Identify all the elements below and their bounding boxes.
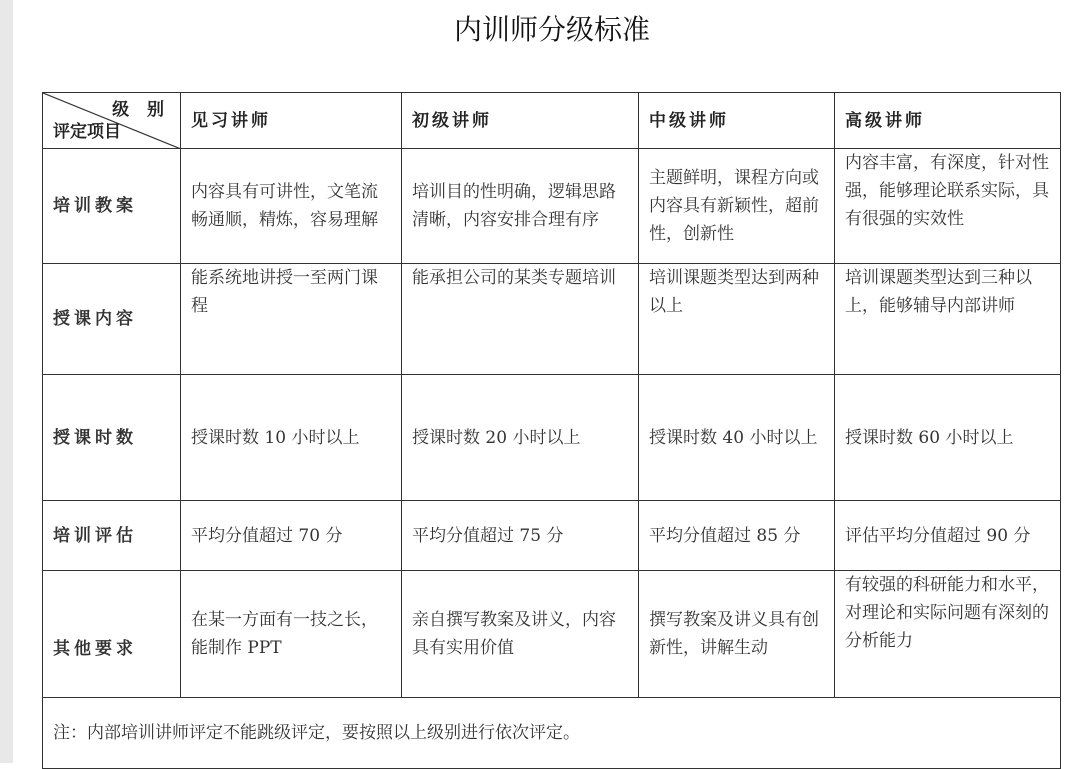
table-row	[43, 149, 1061, 264]
table-cell: 授课时数 40 小时以上	[639, 375, 835, 501]
table-cell: 能承担公司的某类专题培训	[402, 264, 639, 375]
table-cell: 培训目的性明确，逻辑思路清晰，内容安排合理有序	[402, 149, 639, 264]
table-row	[43, 571, 1061, 698]
page-title: 内训师分级标准	[453, 13, 650, 46]
table-row	[43, 264, 1061, 375]
table-cell: 内容具有可讲性，文笔流畅通顺，精炼，容易理解	[181, 149, 402, 264]
table-cell: 能系统地讲授一至两门课程	[181, 264, 402, 375]
table-cell: 培训课题类型达到两种以上	[639, 264, 835, 375]
row-label: 授课时数	[43, 375, 181, 501]
level-header-intermediate: 中级讲师	[639, 93, 835, 149]
table-row	[43, 501, 1061, 571]
level-header-senior: 高级讲师	[835, 93, 1061, 149]
row-label: 其他要求	[43, 571, 181, 698]
row-label: 培训教案	[43, 149, 181, 264]
row-label: 授课内容	[43, 264, 181, 375]
table-cell: 平均分值超过 85 分	[639, 501, 835, 571]
note-row	[43, 698, 1061, 769]
table-cell: 内容丰富，有深度，针对性强，能够理论联系实际，具有很强的实效性	[835, 149, 1061, 264]
table-cell: 主题鲜明，课程方向或内容具有新颖性，超前性，创新性	[639, 149, 835, 264]
table-cell: 亲自撰写教案及讲义，内容具有实用价值	[402, 571, 639, 698]
table-row	[43, 375, 1061, 501]
table-cell: 培训课题类型达到三种以上，能够辅导内部讲师	[835, 264, 1061, 375]
table-cell: 撰写教案及讲义具有创新性，讲解生动	[639, 571, 835, 698]
page-margin-strip	[0, 0, 13, 763]
table-cell: 授课时数 20 小时以上	[402, 375, 639, 501]
row-label: 培训评估	[43, 501, 181, 571]
corner-item-label: 评定项目	[53, 122, 121, 142]
grading-table	[42, 92, 1061, 769]
note-text: 注：内部培训讲师评定不能跳级评定，要按照以上级别进行依次评定。	[43, 698, 1061, 769]
table-cell: 有较强的科研能力和水平，对理论和实际问题有深刻的分析能力	[835, 571, 1061, 698]
table-cell: 评估平均分值超过 90 分	[835, 501, 1061, 571]
table-cell: 在某一方面有一技之长，能制作 PPT	[181, 571, 402, 698]
table-cell: 授课时数 60 小时以上	[835, 375, 1061, 501]
corner-cell	[43, 93, 181, 149]
level-header-trainee: 见习讲师	[181, 93, 402, 149]
table-cell: 授课时数 10 小时以上	[181, 375, 402, 501]
table-cell: 平均分值超过 70 分	[181, 501, 402, 571]
level-header-junior: 初级讲师	[402, 93, 639, 149]
corner-level-label: 级 别	[112, 100, 170, 120]
table-cell: 平均分值超过 75 分	[402, 501, 639, 571]
header-row	[43, 93, 1061, 149]
